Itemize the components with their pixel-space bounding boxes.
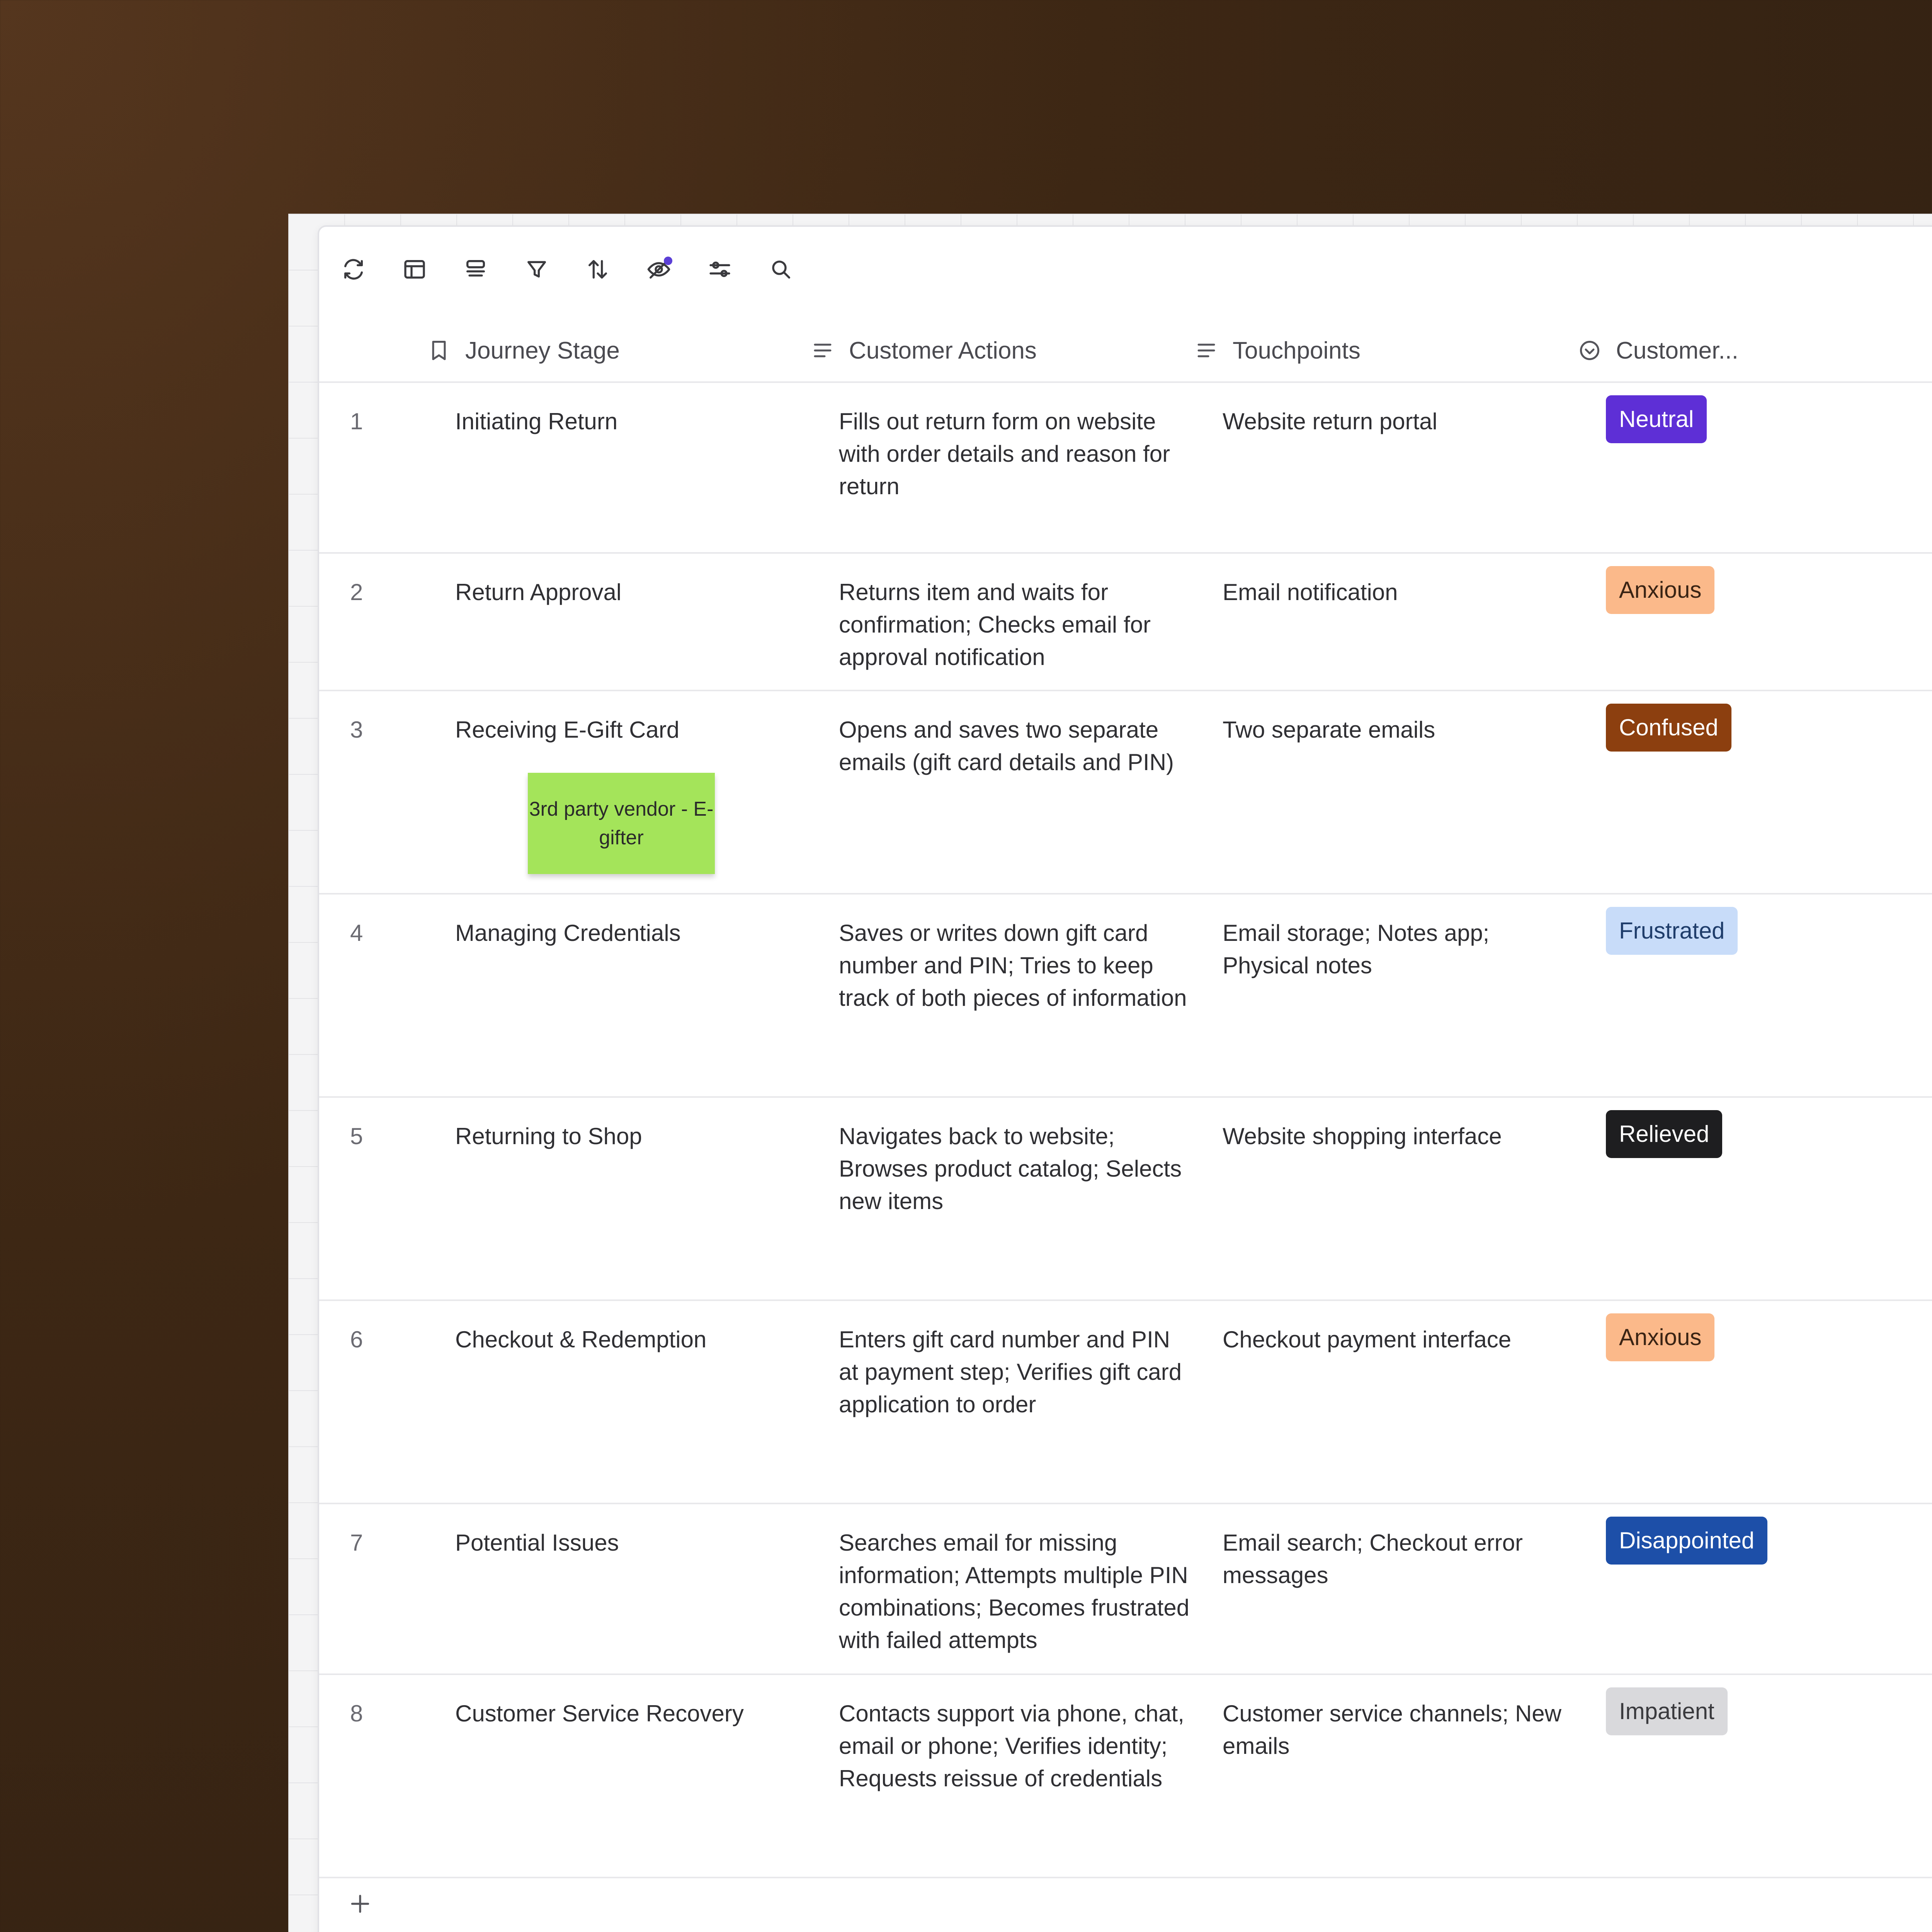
emotion-cell[interactable] <box>1606 1517 1767 1565</box>
touchpoints-cell[interactable]: Email storage; Notes app; Physical notes <box>1223 920 1490 978</box>
table-board <box>318 225 1932 1932</box>
emotion-badge: Disappointed <box>1606 1517 1767 1565</box>
touchpoints-cell[interactable]: Two separate emails <box>1223 717 1435 743</box>
row-number: 5 <box>350 1123 363 1149</box>
emotion-badge: Relieved <box>1606 1110 1722 1158</box>
row-number: 1 <box>350 408 363 434</box>
table-row[interactable] <box>319 895 1932 1098</box>
bookmark-icon <box>427 339 451 362</box>
column-header-customer-emotion[interactable] <box>1578 320 1738 381</box>
column-header-customer-actions[interactable] <box>811 320 1037 381</box>
emotion-cell[interactable] <box>1606 704 1731 752</box>
row-number: 3 <box>350 717 363 743</box>
emotion-cell[interactable] <box>1606 1313 1714 1361</box>
journey-stage-cell[interactable]: Returning to Shop <box>455 1123 642 1149</box>
touchpoints-cell[interactable]: Customer service channels; New emails <box>1223 1701 1562 1759</box>
touchpoints-cell[interactable]: Email notification <box>1223 579 1398 605</box>
customer-actions-cell[interactable]: Opens and saves two separate emails (gift card details and PIN) <box>839 717 1174 775</box>
touchpoints-cell[interactable]: Website shopping interface <box>1223 1123 1502 1149</box>
emotion-badge: Anxious <box>1606 1313 1714 1361</box>
plus-icon <box>348 1892 372 1916</box>
table-row[interactable] <box>319 554 1932 691</box>
emotion-cell[interactable] <box>1606 1110 1722 1158</box>
journey-stage-cell[interactable]: Potential Issues <box>455 1530 619 1556</box>
emotion-cell[interactable] <box>1606 395 1707 443</box>
emotion-cell[interactable] <box>1606 1687 1728 1735</box>
touchpoints-cell[interactable]: Email search; Checkout error messages <box>1223 1530 1523 1588</box>
search-icon[interactable] <box>767 256 794 283</box>
emotion-badge: Impatient <box>1606 1687 1728 1735</box>
column-header-label: Touchpoints <box>1233 337 1361 364</box>
sort-icon[interactable] <box>584 256 611 283</box>
customer-actions-cell[interactable]: Navigates back to website; Browses product catalog; Selects new items <box>839 1123 1182 1214</box>
customer-actions-cell[interactable]: Returns item and waits for confirmation; Checks email for approval notification <box>839 579 1151 670</box>
whiteboard-canvas <box>288 214 1932 1932</box>
row-number: 4 <box>350 920 363 946</box>
emotion-badge: Frustrated <box>1606 907 1738 955</box>
touchpoints-cell[interactable]: Website return portal <box>1223 408 1437 434</box>
text-field-icon <box>1195 339 1218 362</box>
emotion-cell[interactable] <box>1606 907 1738 955</box>
column-header-label: Journey Stage <box>465 337 620 364</box>
add-row-button[interactable] <box>345 1888 376 1919</box>
row-number: 7 <box>350 1530 363 1556</box>
column-header-touchpoints[interactable] <box>1195 320 1361 381</box>
text-field-icon <box>811 339 834 362</box>
row-number: 2 <box>350 579 363 605</box>
column-header-label: Customer... <box>1616 337 1738 364</box>
table-layout-icon[interactable] <box>401 256 428 283</box>
journey-stage-cell[interactable]: Receiving E-Gift Card <box>455 717 680 743</box>
emotion-badge: Neutral <box>1606 395 1707 443</box>
table-row[interactable] <box>319 1098 1932 1301</box>
sticky-note-vendor[interactable]: 3rd party vendor - E-gifter <box>528 773 715 874</box>
emotion-badge: Anxious <box>1606 566 1714 614</box>
journey-stage-cell[interactable]: Managing Credentials <box>455 920 681 946</box>
toolbar <box>319 227 828 312</box>
refresh-icon[interactable] <box>340 256 367 283</box>
row-number: 6 <box>350 1327 363 1352</box>
customer-actions-cell[interactable]: Enters gift card number and PIN at payment step; Verifies gift card application to order <box>839 1327 1182 1417</box>
single-select-icon <box>1578 339 1601 362</box>
journey-stage-cell[interactable]: Return Approval <box>455 579 622 605</box>
group-icon[interactable] <box>462 256 489 283</box>
journey-stage-cell[interactable]: Checkout & Redemption <box>455 1327 707 1352</box>
journey-stage-cell[interactable]: Initiating Return <box>455 408 618 434</box>
journey-stage-cell[interactable]: Customer Service Recovery <box>455 1701 744 1726</box>
touchpoints-cell[interactable]: Checkout payment interface <box>1223 1327 1512 1352</box>
table-row[interactable] <box>319 1675 1932 1878</box>
hide-fields-icon[interactable] <box>645 256 672 283</box>
column-header-row <box>319 320 1932 383</box>
column-header-journey-stage[interactable] <box>427 320 620 381</box>
emotion-cell[interactable] <box>1606 566 1714 614</box>
table-row[interactable] <box>319 1504 1932 1675</box>
table-row[interactable] <box>319 1301 1932 1504</box>
column-header-label: Customer Actions <box>849 337 1037 364</box>
emotion-badge: Confused <box>1606 704 1731 752</box>
filter-icon[interactable] <box>523 256 550 283</box>
customer-actions-cell[interactable]: Contacts support via phone, chat, email or phone; Verifies identity; Requests reissue of credentials <box>839 1701 1184 1791</box>
active-indicator-dot <box>664 257 672 265</box>
row-number: 8 <box>350 1701 363 1726</box>
adjust-icon[interactable] <box>706 256 733 283</box>
customer-actions-cell[interactable]: Saves or writes down gift card number and PIN; Tries to keep track of both pieces of information <box>839 920 1187 1011</box>
customer-actions-cell[interactable]: Searches email for missing information; Attempts multiple PIN combinations; Becomes frustrated with failed attempts <box>839 1530 1190 1653</box>
customer-actions-cell[interactable]: Fills out return form on website with order details and reason for return <box>839 408 1170 499</box>
table-row[interactable] <box>319 383 1932 554</box>
